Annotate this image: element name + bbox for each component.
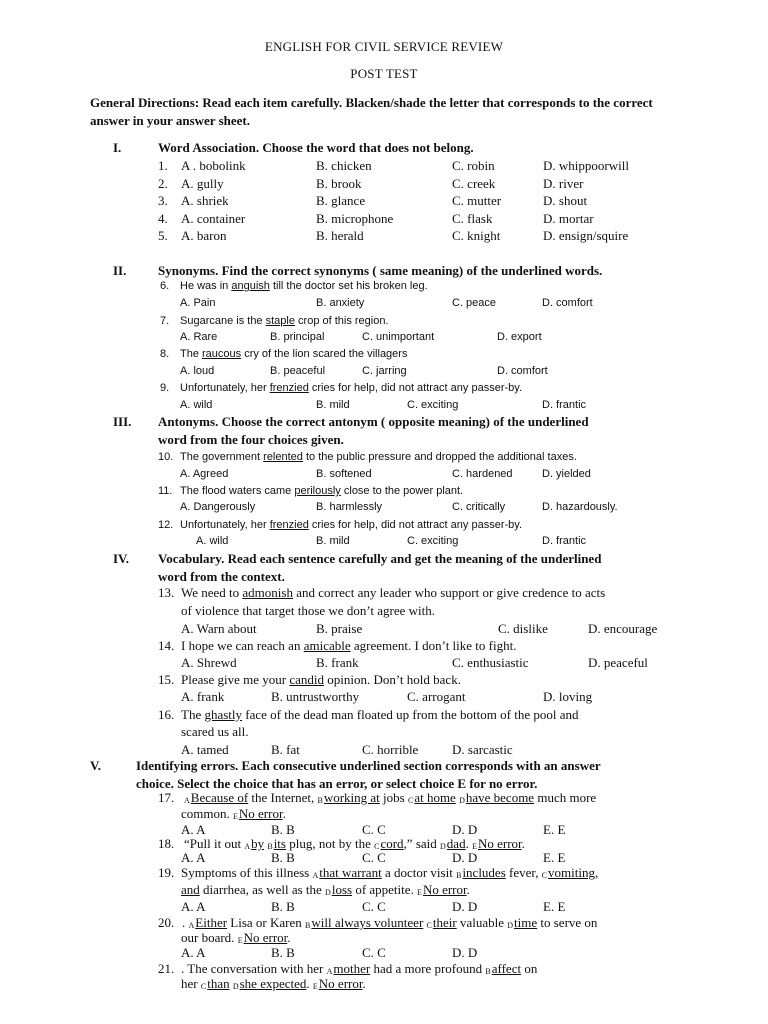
underlined-segment: Because of	[190, 790, 249, 805]
text-segment: our board.	[181, 930, 238, 945]
choice-a: A. Agreed	[180, 468, 229, 480]
text-segment: Symptoms of this illness	[181, 865, 313, 880]
question-stem	[158, 483, 728, 500]
section-title: Word Association. Choose the word that does not belong.	[158, 140, 474, 155]
section-number: II.	[113, 263, 127, 278]
underlined-segment: No error	[477, 836, 522, 851]
choice-d: D. shout	[543, 193, 588, 208]
section-3-heading	[113, 413, 713, 449]
underlined-segment: No error	[243, 930, 288, 945]
choice-c: C. dislike	[498, 621, 548, 636]
choice-c: C. jarring	[362, 365, 407, 377]
document-subtitle: POST TEST	[350, 66, 418, 81]
text-segment: .	[362, 976, 366, 991]
choice-c: C. critically	[452, 501, 506, 513]
text-segment: .	[465, 836, 473, 851]
underlined-segment: working at	[323, 790, 380, 805]
question-number: 21.	[158, 961, 175, 976]
question-text	[180, 278, 428, 295]
question-number: 5.	[158, 228, 168, 243]
text-segment: .	[521, 836, 525, 851]
choice-c: C. C	[362, 850, 386, 865]
choice-c: C. knight	[452, 228, 501, 243]
choice-row	[181, 944, 721, 961]
question-text: of violence that target those we don’t agree with.	[181, 603, 436, 618]
question-text	[180, 380, 522, 397]
text-segment: We need to	[181, 585, 243, 600]
question-number: 16.	[158, 707, 175, 722]
segment-marker: E	[472, 842, 477, 851]
text-segment: Lisa or Karen	[227, 915, 306, 930]
choice-row	[180, 295, 720, 312]
choice-c: C. peace	[452, 297, 497, 309]
text-segment: The	[180, 348, 203, 360]
text-segment: .	[287, 930, 291, 945]
choice-a: A. gully	[181, 176, 224, 191]
underlined-word: relented	[263, 451, 303, 463]
text-segment: jobs	[379, 790, 408, 805]
text-segment: ,” said	[403, 836, 441, 851]
question-text	[180, 449, 577, 466]
choice-d: D. sarcastic	[452, 742, 513, 757]
choice-b: B. fat	[271, 742, 300, 757]
question-number: 17.	[158, 790, 175, 805]
choice-b: B. mild	[316, 399, 350, 411]
general-directions: General Directions: Read each item carefully. Blacken/shade the letter that corresponds to the correct answer in your answer sheet.	[90, 95, 653, 128]
choice-d: D. loving	[543, 689, 593, 704]
text-segment: Sugarcane is the	[180, 315, 266, 327]
choice-b: B. mild	[316, 535, 350, 547]
choice-c: C. arrogant	[407, 689, 466, 704]
text-segment: to the public pressure and dropped the additional taxes.	[302, 451, 577, 463]
underlined-segment: have become	[465, 790, 535, 805]
underlined-segment: than	[207, 976, 230, 991]
choice-a: A. A	[181, 899, 206, 914]
choice-a: A. wild	[196, 535, 229, 547]
choice-e: E. E	[543, 899, 566, 914]
question-stem	[158, 584, 728, 601]
choice-b: B. principal	[270, 331, 325, 343]
choice-a: A. A	[181, 945, 206, 960]
question-number: 6.	[160, 280, 170, 292]
text-segment: Unfortunately, her	[180, 382, 270, 394]
choice-e: E. E	[543, 850, 566, 865]
section-title-continued: word from the context.	[158, 569, 285, 584]
choice-b: B. glance	[316, 193, 366, 208]
underlined-segment: will always volunteer	[311, 915, 424, 930]
text-segment: common.	[181, 806, 233, 821]
choice-d: D. ensign/squire	[543, 228, 629, 243]
choice-b: B. praise	[316, 621, 363, 636]
choice-a: A. A	[181, 850, 206, 865]
choice-row	[180, 499, 720, 516]
choice-d: D. whippoorwill	[543, 158, 629, 173]
underlined-segment: mother	[333, 961, 371, 976]
choice-a: A . bobolink	[181, 158, 246, 173]
text-segment: .	[182, 915, 189, 930]
segment-marker: D	[440, 842, 446, 851]
text-segment: .	[466, 882, 470, 897]
question-text	[181, 637, 516, 654]
text-segment: .	[306, 976, 313, 991]
section-number: IV.	[113, 551, 130, 566]
text-segment: crop of this region.	[294, 315, 389, 327]
question-row	[158, 227, 698, 244]
choice-a: A. A	[181, 822, 206, 837]
question-number: 2.	[158, 176, 168, 191]
section-number: I.	[113, 140, 122, 155]
question-number: 9.	[160, 382, 170, 394]
choice-d: D. comfort	[542, 297, 593, 309]
question-number: 13.	[158, 585, 175, 600]
choice-c: C. unimportant	[362, 331, 435, 343]
section-title-continued: choice. Select the choice that has an error, or select choice E for no error.	[136, 776, 538, 791]
underlined-segment: their	[432, 915, 457, 930]
choice-b: B. B	[271, 945, 295, 960]
choice-d: D. D	[452, 850, 478, 865]
underlined-segment: time	[514, 915, 538, 930]
question-number: 10.	[158, 451, 174, 463]
choice-row	[180, 363, 720, 380]
choice-c: C. flask	[452, 211, 493, 226]
question-number: 20.	[158, 915, 175, 930]
question-text	[181, 975, 366, 995]
question-row	[158, 192, 698, 209]
underlined-segment: affect	[491, 961, 522, 976]
segment-marker: E	[312, 982, 318, 991]
choice-b: B. softened	[316, 468, 372, 480]
text-segment: valuable	[456, 915, 508, 930]
choice-a: A. Rare	[180, 331, 218, 343]
segment-marker: A	[326, 967, 333, 976]
segment-marker: C	[541, 871, 548, 880]
section-number: V.	[90, 758, 101, 773]
underlined-segment: she expected	[239, 976, 307, 991]
segment-marker: E	[417, 888, 422, 897]
underlined-segment: No error	[422, 882, 467, 897]
choice-row	[180, 466, 720, 483]
text-segment: . The conversation with her	[181, 961, 327, 976]
question-text	[181, 584, 605, 601]
choice-d: D. frantic	[542, 535, 587, 547]
choice-a: A. shriek	[181, 193, 229, 208]
text-segment: the Internet,	[248, 790, 318, 805]
section-title: Identifying errors. Each consecutive underlined section corresponds with an answer	[136, 758, 601, 773]
choice-a: A. frank	[181, 689, 225, 704]
question-stem	[160, 380, 720, 397]
choice-c: C. creek	[452, 176, 496, 191]
segment-marker: B	[456, 871, 462, 880]
question-stem	[160, 313, 720, 330]
segment-marker: B	[485, 967, 491, 976]
choice-b: B. untrustworthy	[271, 689, 360, 704]
question-stem	[158, 637, 728, 654]
text-segment: “Pull it out	[184, 836, 245, 851]
underlined-word: raucous	[202, 348, 242, 360]
text-segment: diarrhea, as well as the	[199, 882, 326, 897]
text-segment: plug, not by the	[285, 836, 375, 851]
question-number: 7.	[160, 315, 170, 327]
question-number: 3.	[158, 193, 168, 208]
section-title: Vocabulary. Read each sentence carefully and get the meaning of the underlined	[158, 551, 602, 566]
text-segment: agreement. I don’t like to fight.	[350, 638, 517, 653]
choice-a: A. Pain	[180, 297, 216, 309]
text-segment: cries for help, did not attract any passer-by.	[308, 519, 523, 531]
question-number: 1.	[158, 158, 168, 173]
choice-c: C. C	[362, 822, 386, 837]
choice-e: E. E	[543, 822, 566, 837]
question-stem	[158, 449, 728, 466]
section-title: Antonyms. Choose the correct antonym ( opposite meaning) of the underlined	[158, 414, 589, 429]
question-stem-continued	[181, 602, 721, 619]
question-number: 4.	[158, 211, 168, 226]
text-segment: .	[282, 806, 286, 821]
question-stem-continued	[181, 881, 721, 898]
segment-marker: D	[507, 921, 514, 930]
question-number: 15.	[158, 672, 175, 687]
question-text	[180, 517, 522, 534]
choice-c: C. C	[362, 899, 386, 914]
choice-b: B. chicken	[316, 158, 372, 173]
underlined-segment: No error	[318, 976, 363, 991]
choice-row	[180, 329, 720, 346]
underlined-word: anguish	[231, 280, 270, 292]
text-segment: fever,	[505, 865, 542, 880]
question-text	[180, 483, 463, 500]
question-number: 19.	[158, 865, 175, 880]
underlined-segment: loss	[331, 882, 353, 897]
text-segment: opinion. Don’t hold back.	[323, 672, 461, 687]
text-segment: a doctor visit	[381, 865, 457, 880]
underlined-segment: No error	[238, 806, 283, 821]
choice-b: B. microphone	[316, 211, 394, 226]
question-stem	[158, 706, 728, 723]
segment-marker: D	[459, 796, 465, 805]
underlined-segment: that warrant	[319, 865, 382, 880]
text-segment: The flood waters came	[180, 485, 295, 497]
choice-c: C. exciting	[407, 535, 459, 547]
section-4-heading	[113, 550, 713, 586]
choice-a: A. Dangerously	[180, 501, 256, 513]
document-title: ENGLISH FOR CIVIL SERVICE REVIEW	[264, 39, 504, 54]
choice-d: D. mortar	[543, 211, 594, 226]
underlined-word: perilously	[294, 485, 341, 497]
choice-row	[181, 898, 721, 915]
section-number: III.	[113, 414, 132, 429]
underlined-segment: dad	[446, 836, 466, 851]
choice-b: B. herald	[316, 228, 364, 243]
text-segment: to serve on	[537, 915, 598, 930]
text-segment: on	[521, 961, 538, 976]
question-stem	[158, 517, 728, 534]
text-segment: face of the dead man floated up from the bottom of the pool and	[242, 707, 579, 722]
segment-marker: A	[312, 871, 319, 880]
question-stem-continued	[181, 805, 721, 822]
underlined-segment: and	[181, 882, 200, 897]
question-text	[181, 671, 461, 688]
text-segment: till the doctor set his broken leg.	[269, 280, 428, 292]
text-segment: had a more profound	[370, 961, 486, 976]
text-segment: of appetite.	[352, 882, 418, 897]
choice-c: C. enthusiastic	[452, 655, 529, 670]
question-stem	[158, 789, 728, 806]
text-segment: close to the power plant.	[340, 485, 464, 497]
segment-marker: C	[407, 796, 414, 805]
section-5-heading	[90, 757, 690, 793]
choice-a: A. wild	[180, 399, 213, 411]
underlined-word: candid	[289, 672, 324, 687]
choice-d: D. comfort	[497, 365, 548, 377]
question-number: 18.	[158, 836, 175, 851]
text-segment: The	[181, 707, 205, 722]
choice-d: D. export	[497, 331, 542, 343]
underlined-word: amicable	[303, 638, 351, 653]
choice-c: C. horrible	[362, 742, 419, 757]
question-text	[180, 313, 389, 330]
question-number: 12.	[158, 519, 174, 531]
segment-marker: B	[305, 921, 311, 930]
choice-d: D. D	[452, 899, 478, 914]
question-number: 11.	[158, 485, 173, 497]
question-stem	[158, 671, 728, 688]
underlined-segment: its	[273, 836, 286, 851]
segment-marker: C	[426, 921, 432, 930]
question-stem-continued	[181, 723, 721, 740]
underlined-segment: cord	[380, 836, 404, 851]
choice-row	[180, 397, 720, 414]
text-segment: cries for help, did not attract any passer-by.	[308, 382, 523, 394]
text-segment: her	[181, 976, 201, 991]
choice-c: C. C	[362, 945, 386, 960]
underlined-word: ghastly	[204, 707, 243, 722]
choice-d: D. D	[452, 945, 478, 960]
choice-b: B. B	[271, 822, 295, 837]
choice-d: D. encourage	[588, 621, 658, 636]
choice-d: D. frantic	[542, 399, 587, 411]
choice-d: D. hazardously.	[542, 501, 618, 513]
segment-marker: A	[188, 921, 195, 930]
underlined-word: frenzied	[269, 519, 309, 531]
text-segment: cry of the lion scared the villagers	[241, 348, 408, 360]
choice-a: A. Shrewd	[181, 655, 237, 670]
choice-d: D. river	[543, 176, 584, 191]
segment-marker: A	[184, 796, 190, 805]
choice-row	[181, 741, 721, 758]
question-text: scared us all.	[181, 724, 249, 739]
segment-marker: E	[233, 812, 238, 821]
underlined-word: admonish	[242, 585, 293, 600]
question-row	[158, 210, 698, 227]
text-segment: much more	[534, 790, 597, 805]
choice-a: A. baron	[181, 228, 227, 243]
choice-b: B. brook	[316, 176, 362, 191]
segment-marker: D	[232, 982, 239, 991]
choice-b: B. peaceful	[270, 365, 326, 377]
choice-a: A. Warn about	[181, 621, 257, 636]
choice-row	[181, 688, 721, 705]
choice-a: A. tamed	[181, 742, 229, 757]
segment-marker: E	[237, 936, 243, 945]
underlined-segment: at home	[414, 790, 456, 805]
choice-a: A. loud	[180, 365, 215, 377]
choice-a: A. container	[181, 211, 246, 226]
question-row	[158, 157, 698, 174]
choice-c: C. robin	[452, 158, 495, 173]
underlined-segment: Either	[195, 915, 228, 930]
segment-marker: A	[244, 842, 251, 851]
question-stem	[160, 346, 720, 363]
choice-b: B. B	[271, 899, 295, 914]
choice-row	[181, 654, 721, 671]
segment-marker: B	[267, 842, 273, 851]
question-number: 8.	[160, 348, 170, 360]
question-stem	[160, 278, 720, 295]
text-segment: Please give me your	[181, 672, 290, 687]
choice-b: B. anxiety	[316, 297, 365, 309]
question-text	[181, 706, 578, 723]
choice-b: B. B	[271, 850, 295, 865]
question-stem-continued	[181, 975, 721, 992]
underlined-word: frenzied	[269, 382, 309, 394]
text-segment: Unfortunately, her	[180, 519, 270, 531]
question-stem	[158, 864, 728, 881]
question-text	[180, 346, 407, 363]
section-title-continued: word from the four choices given.	[158, 432, 344, 447]
choice-row	[180, 533, 720, 550]
segment-marker: C	[200, 982, 207, 991]
choice-b: B. frank	[316, 655, 359, 670]
text-segment: I hope we can reach an	[181, 638, 304, 653]
question-number: 14.	[158, 638, 175, 653]
underlined-segment: vomiting,	[548, 865, 599, 880]
choice-c: C. exciting	[407, 399, 459, 411]
underlined-word: staple	[265, 315, 295, 327]
choice-d: D. yielded	[542, 468, 591, 480]
section-1-heading	[113, 139, 713, 157]
segment-marker: D	[325, 888, 331, 897]
section-title: Synonyms. Find the correct synonyms ( same meaning) of the underlined words.	[158, 263, 603, 278]
underlined-segment: by	[251, 836, 265, 851]
choice-c: C. hardened	[452, 468, 513, 480]
underlined-segment: includes	[462, 865, 506, 880]
choice-row	[181, 620, 721, 637]
choice-b: B. harmlessly	[316, 501, 383, 513]
segment-marker: B	[317, 796, 323, 805]
text-segment: The government	[180, 451, 264, 463]
text-segment: He was in	[180, 280, 232, 292]
text-segment: and correct any leader who support or give credence to acts	[292, 585, 606, 600]
choice-d: D. D	[452, 822, 478, 837]
question-row	[158, 175, 698, 192]
choice-d: D. peaceful	[588, 655, 648, 670]
segment-marker: C	[374, 842, 380, 851]
choice-c: C. mutter	[452, 193, 502, 208]
